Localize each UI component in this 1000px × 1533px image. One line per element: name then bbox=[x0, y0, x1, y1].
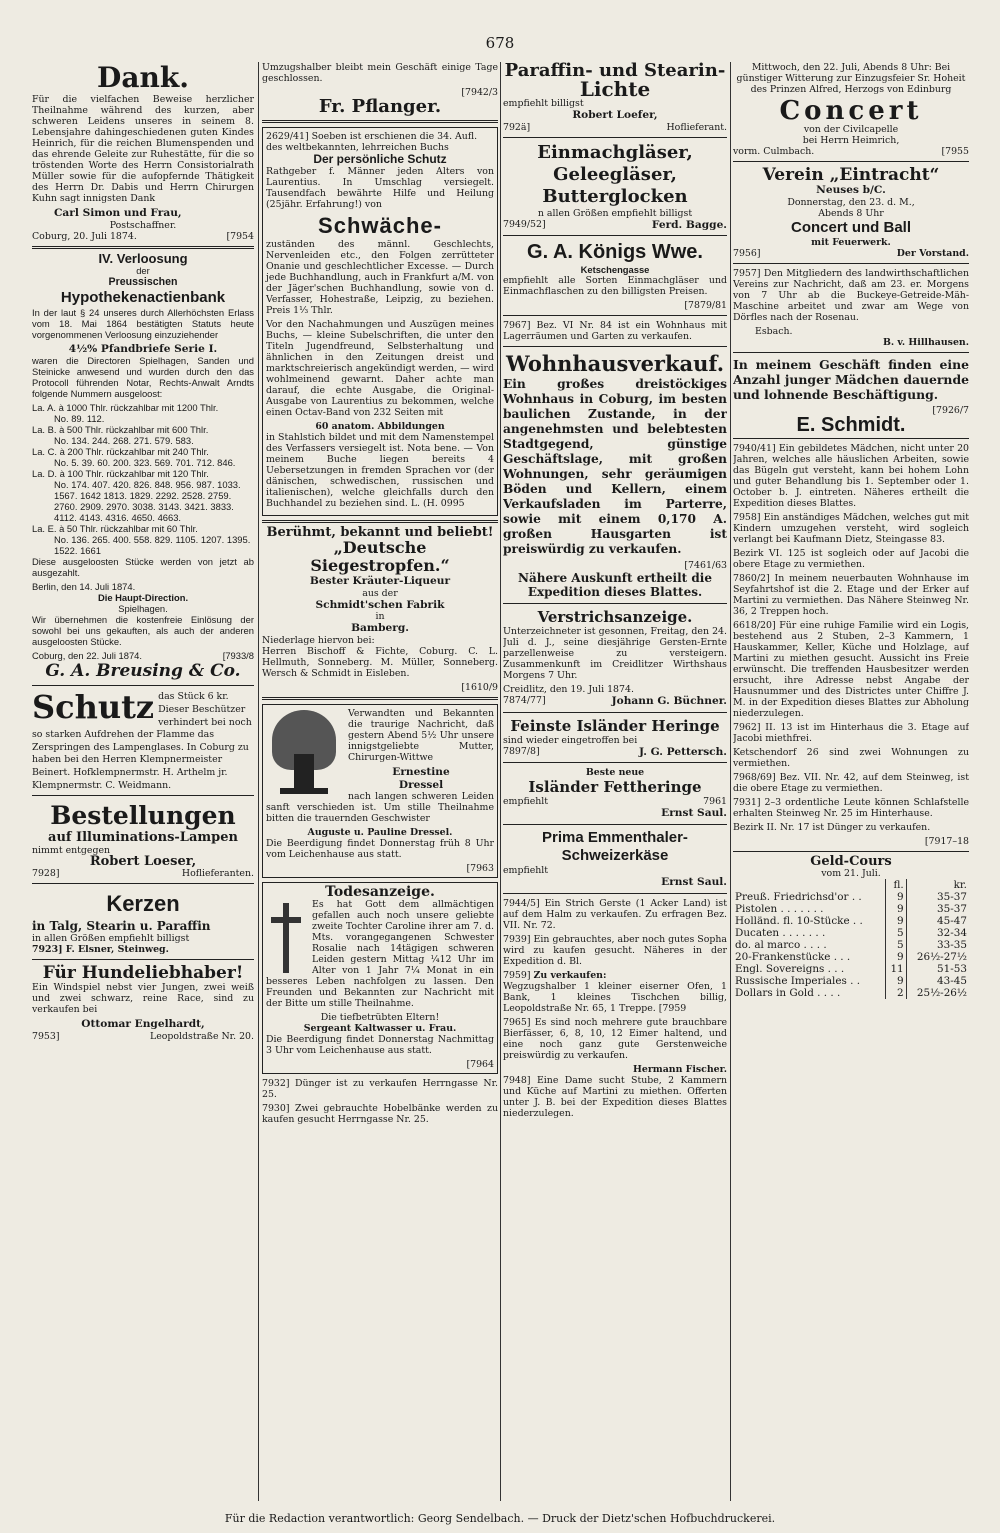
table-row bbox=[733, 891, 969, 903]
verloosung-number: [7933/8 bbox=[222, 650, 254, 662]
divider bbox=[32, 685, 254, 686]
dressel-number: [7963 bbox=[466, 863, 494, 875]
ketschendorf-text: Ketschendorf 26 sind zwei Wohnungen zu vermiethen. bbox=[733, 746, 969, 769]
schwaeche-title: Schwäche- bbox=[318, 212, 442, 238]
dank-body: Für die vielfachen Beweise herzlicher Theilnahme während des kurzen, aber schweren Leidens unseres in seinem 8. Lebensjahre dahingeschiedenen guten Kindes Heinrich, für die reichen Blumenspenden und das ehrende Geleite zur Ruhestätte, für die so tröstenden Worte des Herrn Consistorialrath Müller sowie für die aufopfernde Thätigkeit des Herrn Dr. Dabis und Herrn Chirurgen Kuhn sagt innigsten Dank bbox=[32, 94, 254, 204]
fett-top: Beste neue bbox=[585, 767, 645, 779]
lot-head: La. D. à 100 Thlr. rückzahlbar mit 120 Thlr. bbox=[32, 468, 209, 480]
paraffin-title: Paraffin- und Stearin- bbox=[504, 62, 726, 81]
dame-text: Eine Dame sucht Stube, 2 Kammern und Küche auf Martini zu miethen. Offerten unter J. B. bei der Expedition dieses Blattes niederzulegen. bbox=[503, 1074, 727, 1119]
table-cell: 35-37 bbox=[906, 891, 969, 903]
sieg-niederlage: Niederlage hiervon bei: bbox=[262, 634, 375, 646]
hobel-text: Zwei gebrauchte Hobelbänke werden zu kaufen gesucht Herrngasse Nr. 25. bbox=[262, 1102, 498, 1125]
sieg-fabrik: Schmidt'schen Fabrik bbox=[315, 598, 445, 611]
einmach-sign: Ferd. Bagge. bbox=[651, 218, 727, 231]
hund-number: 7953] bbox=[32, 1030, 60, 1042]
table-cell: 35-37 bbox=[906, 903, 969, 915]
table-header: fl. bbox=[885, 879, 906, 891]
divider bbox=[733, 352, 969, 353]
loeser-number: 7928] bbox=[32, 868, 60, 880]
hinterhaus-text: II. 13 ist im Hinterhaus die 3. Etage auf Jacobi miethfrei. bbox=[733, 721, 969, 744]
lot-head: La. B. à 500 Thlr. rückzahlbar mit 600 Thlr. bbox=[32, 424, 209, 436]
verkauf-header bbox=[503, 970, 727, 981]
column-rule bbox=[730, 62, 731, 1501]
hund-footer bbox=[32, 1031, 254, 1042]
verstrich-body: Unterzeichneter ist gesonnen, Freitag, den 24. Juli d. J., seine diesjährige Gersten-Ernte parzellenweise zu versteigern. Zusammenkunft im Creidlitzer Wirthshaus Morgens 7 Uhr. bbox=[503, 626, 727, 682]
bestellungen-sub2: nimmt entgegen bbox=[32, 844, 111, 856]
heringe-sign: J. G. Pettersch. bbox=[639, 745, 727, 758]
lichte-title: Lichte bbox=[579, 77, 651, 101]
loefer-number: 792ä] bbox=[503, 121, 531, 133]
verloosung-bank1: Preussischen bbox=[108, 276, 178, 289]
tod-burial: Die Beerdigung findet Donnerstag Nachmittag 3 Uhr vom Leichenhause aus statt. bbox=[266, 1033, 494, 1056]
divider bbox=[503, 824, 727, 825]
lot-item bbox=[32, 402, 254, 424]
heringe-footer bbox=[503, 746, 727, 759]
table-header: kr. bbox=[906, 879, 969, 891]
koenig-body: empfiehlt alle Sorten Einmachgläser und Einmachflaschen zu den billigsten Preisen. bbox=[503, 275, 727, 298]
divider bbox=[32, 883, 254, 884]
hinterhaus-ad bbox=[733, 722, 969, 744]
dressel-burial: Die Beerdigung findet Donnerstag früh 8 Uhr vom Leichenhause aus statt. bbox=[266, 838, 494, 861]
concert-title: Concert bbox=[779, 96, 923, 126]
table-header bbox=[733, 879, 885, 891]
schutz-book-ad bbox=[262, 127, 498, 516]
gerste-number: 7944/5] bbox=[503, 897, 540, 909]
neubau-ad bbox=[733, 573, 969, 617]
table-cell: 20-Frankenstücke . . . bbox=[735, 951, 851, 964]
bezirk6-text: Bezirk VI. 125 ist sogleich oder auf Jacobi die obere Etage zu vermiethen. bbox=[733, 547, 969, 570]
dressel-notice bbox=[262, 704, 498, 878]
tod-number: [7964 bbox=[466, 1058, 494, 1070]
schlafstelle-ad bbox=[733, 797, 969, 819]
dressel-body2: nach langen schweren Leiden sanft verschieden ist. Um stille Theilnahme bitten die trauernden Geschwister bbox=[266, 791, 494, 825]
wohnhaus-body: Ein großes dreistöckiges Wohnhaus in Coburg, im besten baulichen Zustande, in der angenehmsten und belebtesten Stadtgegend, günstige Geschäftslage, mit großen Wohnungen, sehr geräumigen Böden und Kellern, einem Verkaufsladen im Parterre, sowie mit einem 0,170 A. großen Hausgarten ist preiswürdig zu verkaufen. bbox=[503, 377, 727, 557]
dank-date: Coburg, 20. Juli 1874. bbox=[32, 230, 137, 242]
table-row bbox=[733, 951, 969, 963]
verloosung-direction: Die Haupt-Direction. bbox=[97, 592, 189, 604]
bez-ad bbox=[503, 320, 727, 342]
bez-text: Bez. VI Nr. 84 ist ein Wohnhaus mit Lagerräumen und Garten zu verkaufen. bbox=[503, 320, 727, 343]
dank-number: [7954 bbox=[226, 230, 254, 242]
schwaeche-abbildungen: 60 anatom. Abbildungen bbox=[315, 420, 445, 432]
divider bbox=[262, 697, 498, 700]
verein-time: Abends 8 Uhr bbox=[818, 207, 884, 219]
fett-sub: empfiehlt bbox=[503, 796, 549, 808]
lot-item bbox=[32, 424, 254, 446]
sieg-number: [1610/9 bbox=[461, 681, 498, 693]
table-row bbox=[733, 939, 969, 951]
lot-head: La. C. à 200 Thlr. rückzahlbar mit 240 Thlr. bbox=[32, 446, 209, 458]
divider bbox=[262, 520, 498, 523]
einmach-line1: Einmachgläser, bbox=[537, 141, 693, 163]
steinweg-ad bbox=[733, 772, 969, 794]
table-row bbox=[733, 975, 969, 987]
buckeye-number: 7957] bbox=[733, 267, 761, 279]
wohnhaus-end: Nähere Auskunft ertheilt die Expedition dieses Blattes. bbox=[518, 571, 712, 600]
verein-ort: Neuses b/C. bbox=[816, 184, 886, 196]
pflanger-text: Umzugshalber bleibt mein Geschäft einige Tage geschlossen. bbox=[262, 62, 498, 84]
table-cell: 51-53 bbox=[906, 963, 969, 975]
einmach-line2: Geleegläser, bbox=[553, 163, 677, 185]
bez-number: 7967] bbox=[503, 320, 531, 332]
concert-sub: von der Civilcapelle bbox=[803, 124, 899, 135]
divider bbox=[262, 120, 498, 123]
schutz-body: Rathgeber f. Männer jeden Alters von Laurentius. In Umschlag versiegelt. Tausendfach bewährte Hilfe und Heilung (25jähr. Erfahrung!) von bbox=[266, 165, 494, 210]
table-cell: 33-35 bbox=[906, 939, 969, 951]
table-cell: Russische Imperiales . . bbox=[735, 975, 861, 988]
bier-sign: Hermann Fischer. bbox=[633, 1063, 727, 1075]
bier-text: Es sind noch mehrere gute brauchbare Bierfässer, 6, 8, 10, 12 Eimer haltend, und eine noch ganz gute Gerstenweiche preiswürdig zu verkaufen. bbox=[503, 1016, 727, 1061]
verstrich-number: 7874/77] bbox=[503, 695, 546, 707]
verloosung-der: der bbox=[136, 265, 150, 277]
sieg-list: Herren Bischoff & Fichte, Coburg. C. L. Hellmuth, Sonneberg. M. Müller, Sonneberg. Wersch & Schmidt in Eisleben. bbox=[262, 645, 498, 679]
table-cell: Pistolen . . . . . . . bbox=[735, 903, 824, 916]
loeser-footer bbox=[32, 868, 254, 879]
verloosung-text: waren die Directoren Spielhagen, Sanden und Steinicke anwesend und wurden durch den das Protocoll führenden Notar, Rechts-Anwalt Arndts folgende Nummern ausgeloost: bbox=[32, 355, 254, 400]
schlafstelle-number: 7931] bbox=[733, 796, 761, 808]
verein-date: Donnerstag, den 23. d. M., bbox=[787, 196, 915, 208]
lot-list bbox=[32, 402, 254, 556]
logis-number: 6618/20] bbox=[733, 619, 776, 631]
maedchen2-text: Ein anständiges Mädchen, welches gut mit Kindern umzugehen versteht, wird sogleich verlangt bei Kaufmann Dietz, Steingasse 83. bbox=[733, 511, 969, 545]
table-row bbox=[733, 927, 969, 939]
table-cell: 9 bbox=[885, 903, 906, 915]
schwaeche-end: in Stahlstich bildet und mit dem Namenstempel des Verfassers versiegelt ist. Nota bene. — Von meinem Buche liegen bereits 4 Uebersetzungen in fremden Sprachen vor (der dänischen, schwedischen, russischen und italienischen), welche gleichfalls durch den Buchhandel zu beziehen sind. L. (H. 0995 bbox=[266, 431, 494, 509]
tod-title: Todesanzeige. bbox=[325, 884, 435, 901]
column-rule bbox=[258, 62, 259, 1501]
gerste-ad bbox=[503, 898, 727, 931]
divider bbox=[733, 438, 969, 439]
loefer-role: Hoflieferant. bbox=[666, 121, 727, 133]
concert-sub2: bei Herrn Heimrich, bbox=[802, 135, 900, 146]
bestellungen-title: Bestellungen bbox=[50, 801, 236, 831]
gerste-text: Ein Strich Gerste (1 Acker Land) ist auf dem Halm zu verkaufen. Zu erfragen Bez. VII. Nr. 72. bbox=[503, 897, 727, 931]
sieg-sub: Bester Kräuter-Liqueur bbox=[309, 575, 451, 588]
buckeye-text: Den Mitgliedern des landwirthschaftlichen Vereins zur Nachricht, daß am 23. er. Morgens von 7 Uhr ab die Buckeye-Getreide-Mäh-Maschine arbeitet und zwar am Wege von Dörfles nach der Rosenau. bbox=[733, 267, 969, 323]
verkauf-number: 7959] bbox=[503, 969, 531, 981]
divider bbox=[503, 235, 727, 236]
fett-number: 7961 bbox=[703, 796, 727, 808]
table-row bbox=[733, 915, 969, 927]
fett-sign: Ernst Saul. bbox=[661, 807, 727, 820]
lot-item bbox=[32, 468, 254, 523]
divider bbox=[503, 762, 727, 763]
page-footer: Für die Redaction verantwortlich: Georg Sendelbach. — Druck der Dietz'schen Hofbuchdruckerei. bbox=[224, 1512, 776, 1525]
schutz-body: das Stück 6 kr. Dieser Beschützer verhindert bei noch so starken Aufdrehen der Flamme das Zerspringen des Lampenglases. In Coburg zu haben bei den Herren Klempnermeister Beinert. Hofklempnermstr. H. Arthelm jr. Klempnermstr. C. Weidmann. bbox=[32, 691, 252, 791]
hund-address: Leopoldstraße Nr. 20. bbox=[149, 1030, 254, 1042]
table-row bbox=[733, 963, 969, 975]
verloosung-intro: In der laut § 24 unseres durch Allerhöchsten Erlass vom 18. Mai 1864 bestätigten Statuts heute vorgenommenen Verloosung einzuziehender bbox=[32, 306, 254, 340]
verkauf-title: Zu verkaufen: bbox=[533, 969, 607, 981]
concert-sub3: vorm. Culmbach. bbox=[733, 146, 815, 157]
page-number: 678 bbox=[485, 34, 515, 52]
dame-ad bbox=[503, 1075, 727, 1119]
dank-title: Dank. bbox=[97, 62, 189, 94]
dung-text: Dünger ist zu verkaufen Herrngasse Nr. 25. bbox=[262, 1077, 498, 1100]
geld-date: vom 21. Juli. bbox=[821, 868, 881, 880]
wohnhaus-title: Wohnhausverkauf. bbox=[505, 351, 725, 377]
verein-title: Verein „Eintracht“ bbox=[762, 165, 940, 185]
schutz-number: 2629/41] bbox=[266, 131, 309, 142]
emmenthaler-sign: Ernst Saul. bbox=[661, 875, 727, 888]
dame-number: 7948] bbox=[503, 1074, 531, 1086]
kerzen-sub2: in allen Größen empfiehlt billigst bbox=[32, 932, 190, 944]
divider bbox=[503, 315, 727, 316]
table-cell: do. al marco . . . . bbox=[735, 939, 827, 952]
divider bbox=[733, 851, 969, 852]
neubau-text: In meinem neuerbauten Wohnhause im Seyfahrtshof ist die 2. Etage und der Erker auf Martini zu vermiethen. Das Nähere Steinweg Nr. 36, 2 Treppen hoch. bbox=[733, 572, 969, 617]
column-4 bbox=[733, 62, 969, 1503]
sopha-number: 7939] bbox=[503, 933, 531, 945]
verloosung-footer bbox=[32, 650, 254, 661]
ball-number: 7956] bbox=[733, 247, 761, 259]
divider bbox=[32, 795, 254, 796]
loeser-name: Robert Loeser, bbox=[89, 853, 197, 869]
lot-head: La. A. à 1000 Thlr. rückzahlbar mit 1200 Thlr. bbox=[32, 402, 219, 414]
lot-numbers: No. 136. 265. 400. 558. 829. 1105. 1207. 1395. 1522. 1661 bbox=[54, 534, 251, 557]
verstrich-date: Creidlitz, den 19. Juli 1874. bbox=[503, 684, 634, 696]
wohnhaus-number: [7461/63 bbox=[684, 560, 727, 572]
divider bbox=[503, 712, 727, 713]
table-cell: 9 bbox=[885, 951, 906, 963]
kerzen-sub: in Talg, Stearin u. Paraffin bbox=[32, 919, 211, 934]
sieg-ort: Bamberg. bbox=[351, 622, 409, 635]
lot-numbers: No. 89. 112. bbox=[54, 413, 105, 425]
lot-item bbox=[32, 523, 254, 556]
ball-sign: Der Vorstand. bbox=[896, 247, 969, 259]
pflanger-name: Fr. Pflanger. bbox=[318, 96, 442, 117]
bier-ad bbox=[503, 1017, 727, 1061]
dressel-sign: Auguste u. Pauline Dressel. bbox=[307, 827, 453, 839]
schutz-title: Der persönliche Schutz bbox=[313, 152, 447, 166]
dressel-name1: Ernestine bbox=[392, 765, 450, 778]
schutz-ad bbox=[32, 690, 254, 791]
table-cell: 11 bbox=[885, 963, 906, 975]
dressel-name2: Dressel bbox=[398, 778, 444, 791]
verloosung-outro: Diese ausgeloosten Stücke werden von jetzt ab ausgezahlt. bbox=[32, 556, 254, 579]
table-cell: Preuß. Friedrichsd'or . . bbox=[735, 891, 862, 904]
hinterhaus-number: 7962] bbox=[733, 721, 761, 733]
schmidt-sign: E. Schmidt. bbox=[796, 413, 906, 436]
buckeye-sign: B. v. Hillhausen. bbox=[882, 336, 969, 348]
sieg-top: Berühmt, bekannt und beliebt! bbox=[266, 524, 494, 540]
heringe-sub: sind wieder eingetroffen bei bbox=[503, 734, 638, 746]
schmidt-text: In meinem Geschäft finden eine Anzahl junger Mädchen dauernde und lohnende Beschäftigung. bbox=[733, 356, 969, 402]
maedchen1-number: 7940/41] bbox=[733, 442, 776, 454]
steinweg-text: Bez. VII. Nr. 42, auf dem Steinweg, ist die obere Etage zu vermiethen. bbox=[733, 771, 969, 794]
todesanzeige-notice bbox=[262, 882, 498, 1074]
table-row bbox=[733, 987, 969, 999]
column-3 bbox=[503, 62, 727, 1503]
table-header-row bbox=[733, 879, 969, 891]
schmidt-number: [7926/7 bbox=[932, 404, 969, 416]
schutz-intro: Soeben ist erschienen die 34. Aufl. des weltbekannten, lehrreichen Buchs bbox=[266, 131, 478, 153]
logis-text: Für eine ruhige Familie wird ein Logis, bestehend aus 2 Stuben, 2–3 Kammern, 1 Hauskammer, Keller, Küche und Holzlage, auf Martini zu miethen gesucht. Aussicht ins Freie erwünscht. Die treffenden Hausbesitzer werden ersucht, ihre Adresse nebst Angabe der Hausnummer und des Districtes unter Chiffre J. M. in der Expedition dieses Blattes zur Abholung niederzulegen. bbox=[733, 619, 969, 719]
tod-sign2: Sergeant Kaltwasser u. Frau. bbox=[303, 1022, 457, 1034]
sieg-name: „Deutsche Siegestropfen.“ bbox=[310, 538, 450, 576]
divider bbox=[503, 893, 727, 894]
divider bbox=[503, 603, 727, 604]
table-cell: 9 bbox=[885, 915, 906, 927]
verloosung-date: Coburg, den 22. Juli 1874. bbox=[32, 650, 142, 662]
hund-body: Ein Windspiel nebst vier Jungen, zwei weiß und zwei schwarz, reine Race, sind zu verkaufen bei bbox=[32, 981, 254, 1015]
divider bbox=[503, 346, 727, 347]
duenger-number: [7917–18 bbox=[924, 835, 969, 847]
dank-sign2: Postschaffner. bbox=[109, 219, 177, 231]
koenig-number: [7879/81 bbox=[684, 300, 727, 312]
hund-title: Für Hundeliebhaber! bbox=[42, 962, 244, 983]
divider bbox=[733, 263, 969, 264]
geld-table bbox=[733, 879, 969, 999]
verloosung-place: Berlin, den 14. Juli 1874. bbox=[32, 581, 136, 593]
lichte-sub: empfiehlt billigst bbox=[503, 98, 584, 109]
schutz-word: Schutz bbox=[32, 690, 155, 727]
duenger-text: Bezirk II. Nr. 17 ist Dünger zu verkaufen. bbox=[733, 821, 931, 833]
dank-sign: Carl Simon und Frau, bbox=[54, 207, 182, 219]
fett-title: Isländer Fettheringe bbox=[528, 778, 702, 797]
logis-ad bbox=[733, 620, 969, 719]
hund-sign: Ottomar Engelhardt, bbox=[81, 1017, 205, 1030]
cross-illustration bbox=[266, 903, 306, 973]
einmach-line3: Butterglocken bbox=[542, 185, 688, 207]
table-cell: 5 bbox=[885, 939, 906, 951]
emmenthaler-line2: Schweizerkäse bbox=[561, 846, 669, 864]
einmach-footer bbox=[503, 219, 727, 232]
maedchen2-ad bbox=[733, 512, 969, 545]
bier-number: 7965] bbox=[503, 1016, 531, 1028]
concert-footer bbox=[733, 146, 969, 157]
lot-numbers: No. 134. 244. 268. 271. 579. 583. bbox=[54, 435, 194, 447]
buckeye-ort: Esbach. bbox=[755, 325, 793, 337]
heringe-number: 7897/8] bbox=[503, 745, 540, 757]
maedchen1-ad bbox=[733, 443, 969, 509]
einmach-sub: n allen Größen empfiehlt billigst bbox=[537, 207, 693, 219]
table-cell: 2 bbox=[885, 987, 906, 999]
kerzen-signature: 7923] F. Elsner, Steinweg. bbox=[32, 943, 169, 955]
dung-ad bbox=[262, 1078, 498, 1100]
verloosung-serie: 4½% Pfandbriefe Serie I. bbox=[68, 342, 218, 355]
table-cell: 5 bbox=[885, 927, 906, 939]
divider bbox=[32, 959, 254, 960]
neubau-number: 7860/2] bbox=[733, 572, 770, 584]
table-cell: 45-47 bbox=[906, 915, 969, 927]
verloosung-offer: Wir übernehmen die kostenfreie Einlösung der sowohl bei uns gekauften, als auch der anderen ausgeloosten Stücke. bbox=[32, 614, 254, 648]
buckeye-ad bbox=[733, 268, 969, 323]
tod-sign: Die tiefbetrübten Eltern! bbox=[320, 1011, 440, 1023]
memorial-illustration bbox=[266, 710, 342, 794]
sieg-in: in bbox=[375, 611, 385, 623]
verstrich-title: Verstrichsanzeige. bbox=[537, 608, 693, 627]
ball-footer bbox=[733, 248, 969, 259]
verstrich-footer bbox=[503, 695, 727, 708]
pflanger-number: [7942/3 bbox=[461, 87, 498, 98]
ball-sub: mit Feuerwerk. bbox=[811, 236, 891, 248]
table-cell: Engl. Sovereigns . . . bbox=[735, 963, 845, 976]
schwaeche-body: zuständen des männl. Geschlechts, Nervenleiden etc., den Folgen zerrütteter Onanie und geschlechtlicher Excesse. — Durch jede Buchhandlung, auch in Frankfurt a/M. von der Jäger'schen Buchhandlung, sowie von d. Verfasser, Hohestraße, Leipzig, zu beziehen. Preis 1⅓ Thlr. bbox=[266, 238, 494, 316]
fett-line bbox=[503, 796, 727, 807]
verstrich-sign: Johann G. Büchner. bbox=[611, 695, 727, 708]
table-row bbox=[733, 903, 969, 915]
breusing-signature: G. A. Breusing & Co. bbox=[45, 661, 241, 682]
einmach-number: 7949/52] bbox=[503, 218, 546, 230]
lot-numbers: No. 174. 407. 420. 826. 848. 956. 987. 1033. 1567. 1642 1813. 1829. 2292. 2528. 2759. 2760. 2909. 2970. 3038. 3143. 3421. 3833. 4112. 4143. 4316. 4650. 4663. bbox=[54, 479, 241, 524]
dank-footer bbox=[32, 231, 254, 242]
table-cell: Holländ. fl. 10-Stücke . . bbox=[735, 915, 863, 928]
maedchen2-number: 7958] bbox=[733, 511, 761, 523]
verloosung-direction2: Spielhagen. bbox=[118, 603, 168, 615]
steinweg-number: 7968/69] bbox=[733, 771, 776, 783]
concert-number: [7955 bbox=[941, 146, 969, 157]
loefer-footer bbox=[503, 122, 727, 133]
lot-item bbox=[32, 446, 254, 468]
column-2 bbox=[262, 62, 498, 1503]
emmenthaler-sub: empfiehlt bbox=[503, 864, 549, 876]
dung-number: 7932] bbox=[262, 1077, 290, 1089]
ball-title: Concert und Ball bbox=[790, 218, 911, 236]
table-cell: 43-45 bbox=[906, 975, 969, 987]
schlafstelle-text: 2–3 ordentliche Leute können Schlafstelle erhalten Steinweg Nr. 25 im Hinterhause. bbox=[733, 796, 969, 819]
loeser-role: Hoflieferanten. bbox=[181, 868, 254, 880]
hobel-ad bbox=[262, 1103, 498, 1125]
heringe-title: Feinste Isländer Heringe bbox=[510, 716, 720, 735]
sieg-aus: aus der bbox=[362, 587, 398, 599]
koenig-sub: Ketschengasse bbox=[580, 264, 650, 276]
emmenthaler-line1: Prima Emmenthaler- bbox=[542, 828, 688, 846]
lot-head: La. E. à 50 Thlr. rückzahlbar mit 60 Thlr. bbox=[32, 523, 198, 535]
table-cell: 32-34 bbox=[906, 927, 969, 939]
maedchen1-text: Ein gebildetes Mädchen, nicht unter 20 Jahren, welches alle häuslichen Arbeiten, sowie das Bügeln gut versteht, kann bei hohem Lohn und guter Behandlung bis 1. September oder 1. October b. J. eintreten. Näheres ertheilt die Expedition dieses Blattes. bbox=[733, 442, 969, 509]
sopha-text: Ein gebrauchtes, aber noch gutes Sopha wird zu kaufen gesucht. Näheres in der Expedition d. Bl. bbox=[503, 933, 727, 967]
column-rule bbox=[500, 62, 501, 1501]
verloosung-title: IV. Verloosung bbox=[98, 250, 188, 266]
table-cell: 25½-26½ bbox=[906, 987, 969, 999]
table-cell: 26½-27½ bbox=[906, 951, 969, 963]
einzug-text: Mittwoch, den 22. Juli, Abends 8 Uhr: Bei günstiger Witterung zur Einzugsfeier Sr. Hoheit des Prinzen Alfred, Herzogs von Edinburg bbox=[736, 62, 966, 95]
kerzen-title: Kerzen bbox=[106, 891, 180, 917]
bestellungen-sub: auf Illuminations-Lampen bbox=[48, 830, 238, 846]
table-cell: 9 bbox=[885, 891, 906, 903]
divider bbox=[503, 137, 727, 138]
dressel-body: Verwandten und Bekannten die traurige Nachricht, daß gestern Abend 5½ Uhr unsere innigstgeliebte Mutter, Chirurgen-Wittwe bbox=[348, 707, 494, 763]
verkauf-text: Wegzugshalber 1 kleiner eiserner Ofen, 1 Bank, 1 kleines Tischchen billig, Leopoldstraße Nr. 65, 1 Treppe. [7959 bbox=[503, 980, 727, 1014]
verloosung-bank2: Hypothekenactienbank bbox=[60, 288, 226, 306]
koenig-title: G. A. Königs Wwe. bbox=[527, 241, 703, 264]
divider bbox=[733, 161, 969, 162]
hobel-number: 7930] bbox=[262, 1102, 290, 1114]
table-cell: Dollars in Gold . . . . bbox=[735, 987, 841, 1000]
table-cell: Ducaten . . . . . . . bbox=[735, 927, 826, 940]
tod-body: Es hat Gott dem allmächtigen gefallen auch noch unsere geliebte zweite Tochter Caroline ihrer am 7. d. Mts. vorangegangenen Schwester Rosalie nach 14tägigen schweren Leiden gestern Mittag ¼12 Uhr im Alter von 1 Jahr 7¼ Monat in ein besseres Leben nachfolgen zu lassen. Den Freunden und Bekannten zur Nachricht mit der Bitte um stille Theilnahme. bbox=[266, 898, 494, 1009]
loefer-name: Robert Loefer, bbox=[572, 109, 658, 121]
sopha-ad bbox=[503, 934, 727, 967]
column-1 bbox=[32, 62, 254, 1503]
table-cell: 9 bbox=[885, 975, 906, 987]
schwaeche-warning: Vor den Nachahmungen und Auszügen meines Buchs, — kleine Subelschriften, die unter den Titeln Jugendfreund, Selbsterhaltung und ähnlichen in den Zeitungen dreist und marktschreierisch angekündigt werden, — wird wohlmeinend gewarnt. Daher achte man darauf, die echte Ausgabe, die Original-Ausgabe von Laurentius zu bekommen, welche einen Octav-Band von 232 Seiten mit bbox=[266, 318, 494, 418]
divider bbox=[32, 246, 254, 249]
lot-numbers: No. 5. 39. 60. 200. 323. 569. 701. 712. 846. bbox=[54, 457, 236, 469]
geld-title: Geld-Cours bbox=[810, 853, 892, 869]
